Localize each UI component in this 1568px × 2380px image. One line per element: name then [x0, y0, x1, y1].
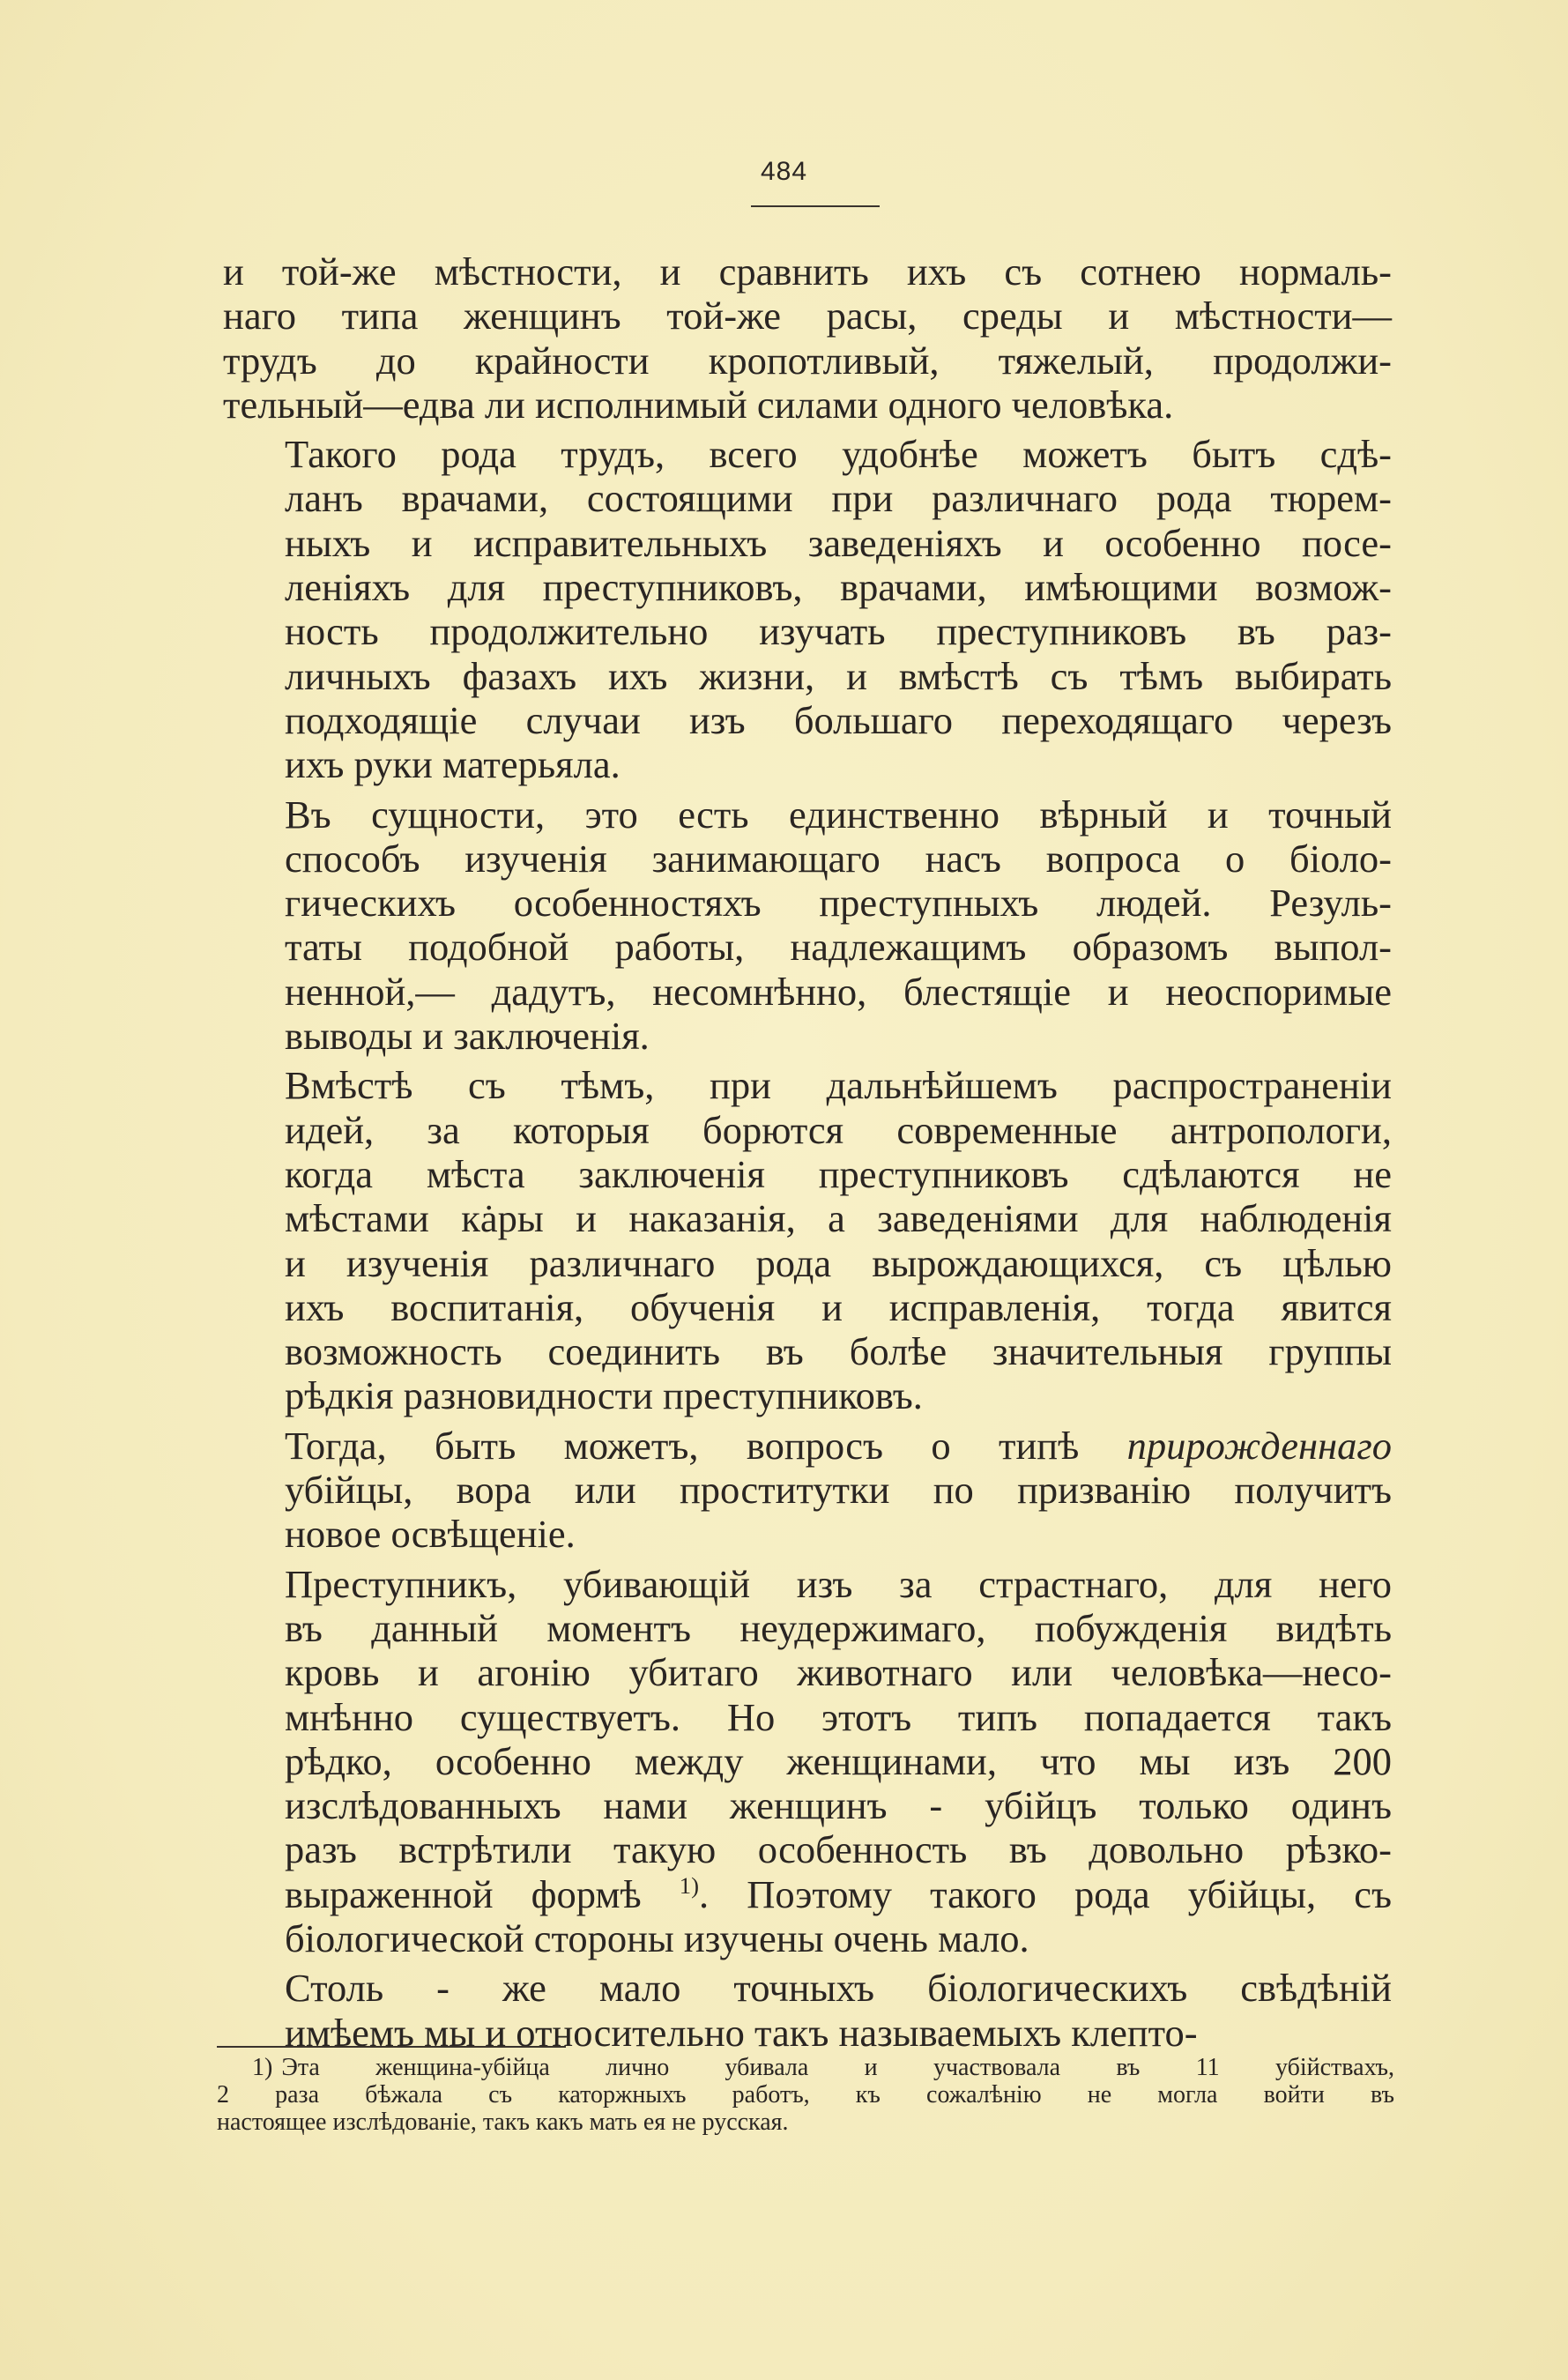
text-line: кровь и агонію убитаго животнаго или человѣка—несо-: [285, 1650, 1392, 1695]
footnote-reference: 1): [679, 1871, 700, 1899]
text-line: Въ сущности, это есть единственно вѣрный и точный: [285, 792, 1392, 837]
text-line: способъ изученія занимающаго насъ вопроса о біоло-: [285, 836, 1392, 881]
text-line: разъ встрѣтили такую особенность въ довольно рѣзко-: [285, 1827, 1392, 1872]
text-line: Преступникъ, убивающій изъ за страстнаго, для него: [285, 1561, 1392, 1606]
text-line: выраженной формѣ $^{1)}$. Поэтому такого рода убійцы, съ: [285, 1871, 1393, 1916]
text-line: подходящіе случаи изъ большаго переходящаго черезъ: [285, 697, 1392, 742]
paragraph: [223, 1063, 1392, 1417]
paragraph: [223, 249, 1392, 427]
paragraph: [223, 792, 1392, 1059]
text-line: и той-же мѣстности, и сравнить ихъ съ сотнею нормаль-: [223, 249, 1392, 294]
text-line: и изученія различнаго рода вырождающихся, съ цѣлью: [285, 1240, 1392, 1285]
text-line: идей, за которыя борются современные антропологи,: [285, 1107, 1392, 1152]
text-line: Вмѣстѣ съ тѣмъ, при дальнѣйшемъ распространеніи: [285, 1063, 1392, 1108]
text-line: ненной,— дадутъ, несомнѣнно, блестящіе и неоспоримые: [285, 969, 1392, 1014]
text-line: выводы и заключенія.: [285, 1014, 650, 1059]
text-line: мѣстами кȧры и наказанія, а заведеніями для наблюденія: [285, 1196, 1392, 1241]
text-line: рѣдкія разновидности преступниковъ.: [285, 1373, 923, 1418]
text-line: мнѣнно существуетъ. Но этотъ типъ попадается такъ: [285, 1694, 1392, 1739]
text-line: изслѣдованныхъ нами женщинъ - убійцъ только одинъ: [285, 1783, 1392, 1828]
paragraph: [223, 1966, 1392, 2055]
footnote-line: настоящее изслѣдованіе, такъ какъ мать ея не русская.: [217, 2109, 789, 2136]
italic-word: прирожденнаго: [1126, 1423, 1392, 1468]
text-line: гическихъ особенностяхъ преступныхъ людей. Резуль-: [285, 881, 1392, 926]
text-line: ланъ врачами, состоящими при различнаго рода тюрем-: [285, 476, 1392, 521]
text-line: ихъ воспитанія, обученія и исправленія, тогда явится: [285, 1284, 1392, 1329]
footnote: [217, 2054, 1394, 2136]
paragraph: [223, 1562, 1392, 1961]
text-line: новое освѣщеніе.: [285, 1512, 576, 1557]
page-number-rule: [751, 205, 880, 207]
text-line: трудъ до крайности кропотливый, тяжелый, продолжи-: [223, 338, 1392, 383]
text-line: въ данный моментъ неудержимаго, побужденія видѣть: [285, 1605, 1392, 1650]
text-line: тельный—едва ли исполнимый силами одного человѣка.: [223, 382, 1174, 427]
text-line: таты подобной работы, надлежащимъ образомъ выпол-: [285, 925, 1392, 970]
text-line: убійцы, вора или проститутки по призванію получитъ: [285, 1468, 1392, 1513]
paragraph: [223, 432, 1392, 786]
footnote-line: [217, 2054, 1394, 2081]
text-line: ныхъ и исправительныхъ заведеніяхъ и особенно посе-: [285, 520, 1392, 565]
text-line: біологической стороны изучены очень мало.: [285, 1915, 1029, 1960]
footnote-rule: [217, 2046, 566, 2048]
text-line: возможность соединить въ болѣе значительныя группы: [285, 1329, 1392, 1374]
text-line: имѣемъ мы и относительно такъ называемыхъ клепто-: [285, 2010, 1198, 2055]
text-line: личныхъ фазахъ ихъ жизни, и вмѣстѣ съ тѣмъ выбирать: [285, 653, 1392, 698]
text-line: ихъ руки матерьяла.: [285, 742, 621, 787]
text-line: наго типа женщинъ той-же расы, среды и мѣстности—: [223, 294, 1392, 338]
paragraph: [223, 1424, 1392, 1557]
body-text: [223, 249, 1392, 2060]
text-line: Столь - же мало точныхъ біологическихъ свѣдѣній: [285, 1966, 1392, 2011]
text-line: леніяхъ для преступниковъ, врачами, имѣющими возмож-: [285, 565, 1392, 610]
text-line: Такого рода трудъ, всего удобнѣе можетъ бытъ сдѣ-: [285, 432, 1392, 477]
page-number: 484: [760, 157, 808, 186]
footnote-text: Эта женщина-убійца лично убивала и участвовала въ 11 убійствахъ,: [281, 2054, 1394, 2081]
footnote-line: 2 раза бѣжала съ каторжныхъ работъ, къ сожалѣнію не могла войти въ: [217, 2081, 1394, 2109]
text-line: Тогда, быть можетъ, вопросъ о типѣ прирожденнаго: [285, 1423, 1392, 1468]
footnote-marker: 1): [252, 2054, 273, 2081]
text-line: когда мѣста заключенія преступниковъ сдѣлаются не: [285, 1151, 1392, 1196]
text-line: рѣдко, особенно между женщинами, что мы изъ 200: [285, 1738, 1392, 1783]
text-line: ность продолжительно изучать преступниковъ въ раз-: [285, 609, 1392, 654]
